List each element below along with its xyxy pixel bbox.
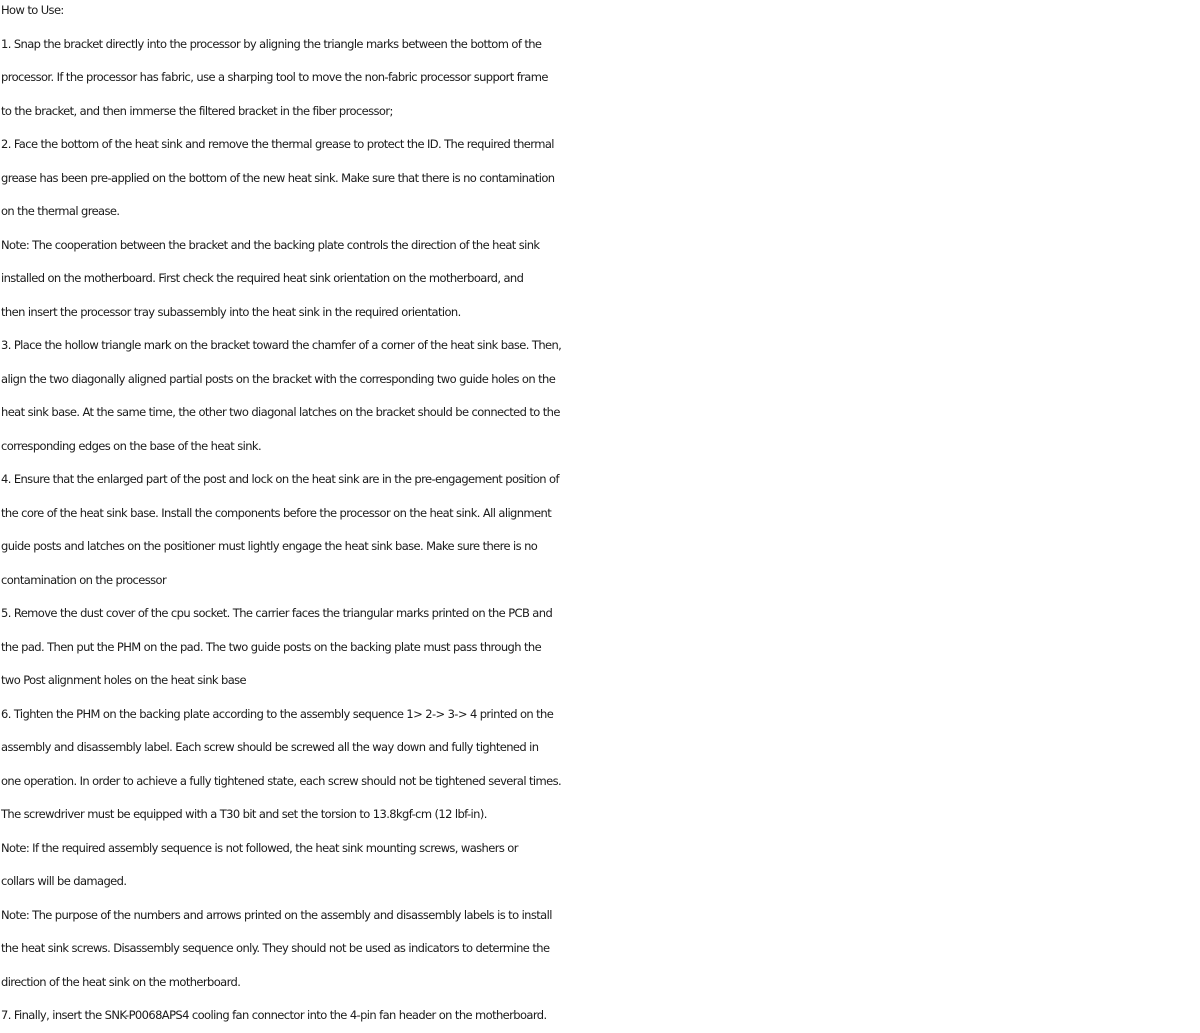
instruction-line: align the two diagonally aligned partial posts on the bracket with the corresponding two guide holes on the [1, 371, 556, 386]
instruction-line: then insert the processor tray subassembly into the heat sink in the required orientation. [1, 304, 461, 319]
instruction-line: Note: If the required assembly sequence is not followed, the heat sink mounting screws, washers or [1, 840, 518, 855]
instruction-line: on the thermal grease. [1, 204, 120, 218]
instruction-line: to the bracket, and then immerse the filtered bracket in the fiber processor; [1, 103, 393, 118]
instruction-line: grease has been pre-applied on the bottom of the new heat sink. Make sure that there is no contamination [1, 170, 555, 185]
instruction-line: Note: The purpose of the numbers and arrows printed on the assembly and disassembly labels is to install [1, 907, 552, 922]
instruction-line: 6. Tighten the PHM on the backing plate according to the assembly sequence 1> 2-> 3-> 4 printed on the [1, 706, 554, 721]
instruction-line: contamination on the processor [1, 572, 167, 587]
instruction-line: one operation. In order to achieve a fully tightened state, each screw should not be tightened several times. [1, 773, 562, 788]
instruction-line: corresponding edges on the base of the heat sink. [1, 438, 261, 453]
instruction-lines [1, 28, 1200, 1033]
instruction-line: collars will be damaged. [1, 874, 127, 888]
instruction-line: the heat sink screws. Disassembly sequence only. They should not be used as indicators to determine the [1, 941, 550, 955]
instruction-line: the core of the heat sink base. Install the components before the processor on the heat sink. All alignment [1, 505, 552, 520]
instruction-line: direction of the heat sink on the motherboard. [1, 974, 241, 989]
instruction-line: assembly and disassembly label. Each screw should be screwed all the way down and fully tightened in [1, 740, 539, 754]
instruction-line: 2. Face the bottom of the heat sink and remove the thermal grease to protect the ID. The required thermal [1, 137, 554, 151]
instruction-line: guide posts and latches on the positioner must lightly engage the heat sink base. Make sure there is no [1, 539, 538, 553]
instruction-line: 4. Ensure that the enlarged part of the post and lock on the heat sink are in the pre-engagement position of [1, 472, 559, 486]
instruction-line: 3. Place the hollow triangle mark on the bracket toward the chamfer of a corner of the heat sink base. Then, [1, 338, 562, 352]
instruction-line: two Post alignment holes on the heat sink base [1, 673, 247, 687]
instruction-line: heat sink base. At the same time, the other two diagonal latches on the bracket should be connected to the [1, 405, 560, 419]
instruction-line: 7. Finally, insert the SNK-P0068APS4 cooling fan connector into the 4-pin fan header on the motherboard. [1, 1008, 547, 1022]
instruction-line: installed on the motherboard. First check the required heat sink orientation on the motherboard, and [1, 271, 524, 285]
instruction-line: The screwdriver must be equipped with a T30 bit and set the torsion to 13.8kgf-cm (12 lbf-in). [1, 807, 487, 821]
instruction-line: Note: The cooperation between the bracket and the backing plate controls the direction of the heat sink [1, 237, 540, 252]
instruction-line: 1. Snap the bracket directly into the processor by aligning the triangle marks between the bottom of the [1, 36, 542, 51]
instruction-line: 5. Remove the dust cover of the cpu socket. The carrier faces the triangular marks printed on the PCB and [1, 606, 553, 620]
document-heading: How to Use: [1, 3, 64, 17]
instruction-line: the pad. Then put the PHM on the pad. The two guide posts on the backing plate must pass through the [1, 639, 542, 654]
instruction-line: processor. If the processor has fabric, use a sharping tool to move the non-fabric processor support frame [1, 70, 548, 84]
